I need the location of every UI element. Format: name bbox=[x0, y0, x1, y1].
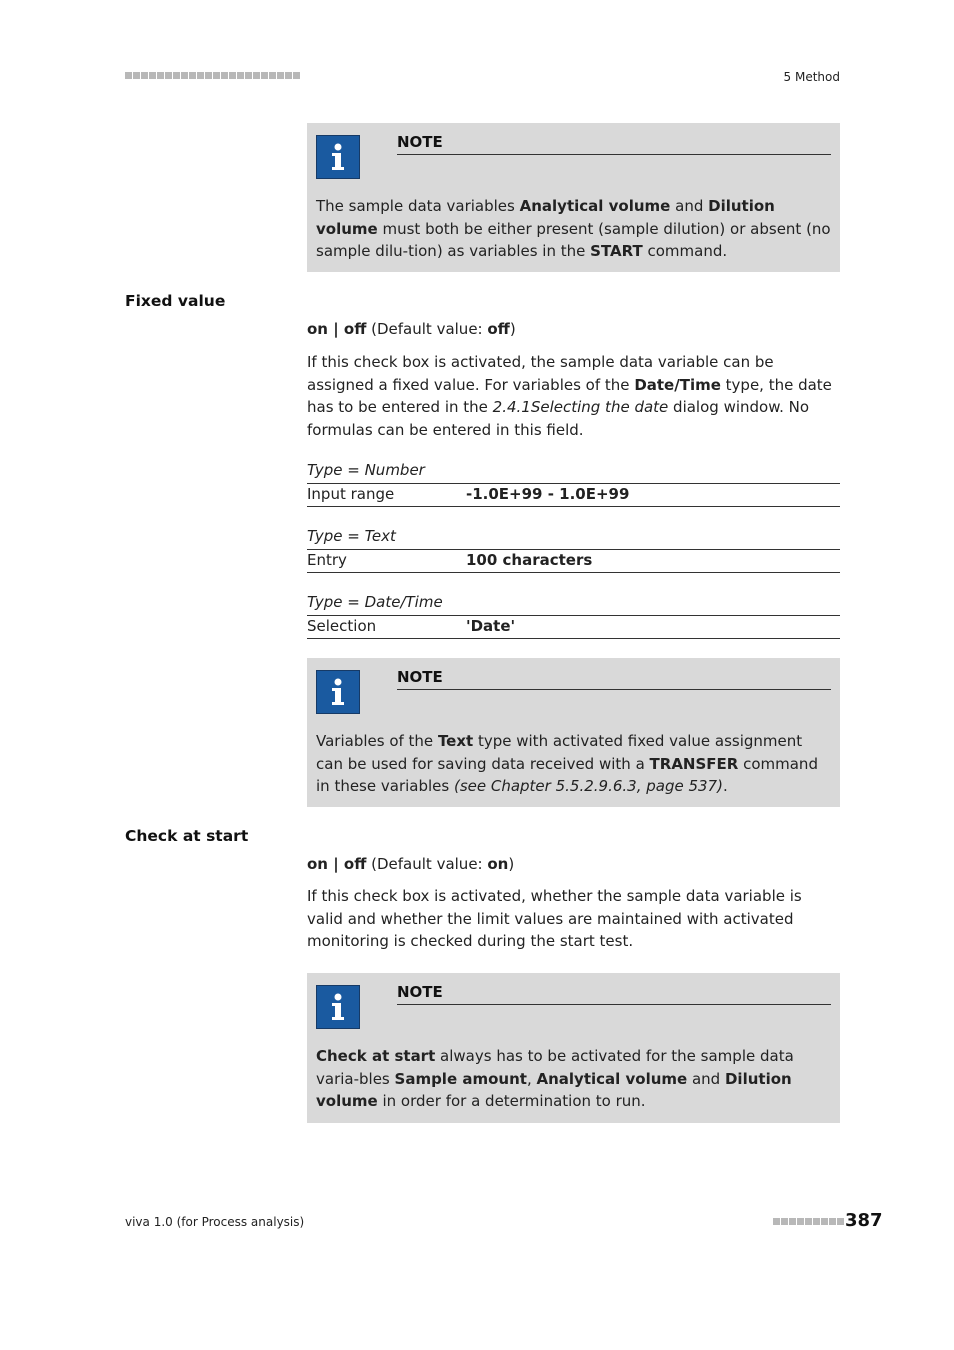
property-key: Selection bbox=[307, 617, 377, 635]
note-body: Variables of the Text type with activated fixed value assignment can be used for saving data received with a TRANSFER command in these variables (see Chapter 5.5.2.9.6.3, page 537). bbox=[316, 732, 818, 795]
header-decoration bbox=[125, 72, 300, 79]
property-row bbox=[307, 615, 840, 639]
property-key: Input range bbox=[307, 485, 395, 503]
option-values: on | off (Default value: off) bbox=[307, 320, 516, 338]
note-title: NOTE bbox=[397, 668, 831, 690]
property-value: 100 characters bbox=[466, 551, 593, 569]
footer-decoration bbox=[773, 1218, 844, 1225]
note-title: NOTE bbox=[397, 983, 831, 1005]
note-box bbox=[307, 123, 840, 272]
section-heading-check-at-start: Check at start bbox=[125, 827, 249, 845]
type-label: Type = Text bbox=[307, 527, 396, 545]
type-label: Type = Number bbox=[307, 461, 425, 479]
note-box bbox=[307, 658, 840, 807]
section-title: 5 Method bbox=[783, 70, 840, 84]
note-body: Check at start always has to be activated for the sample data varia-bles Sample amount, Analytical volume and Dilution volume in order for a determination to run. bbox=[316, 1047, 794, 1110]
property-value: 'Date' bbox=[466, 617, 516, 635]
info-icon bbox=[316, 670, 360, 714]
note-box bbox=[307, 973, 840, 1123]
page-number: 387 bbox=[845, 1210, 883, 1231]
info-icon bbox=[316, 985, 360, 1029]
footer-product: viva 1.0 (for Process analysis) bbox=[125, 1215, 305, 1229]
type-label: Type = Date/Time bbox=[307, 593, 443, 611]
property-key: Entry bbox=[307, 551, 347, 569]
description: If this check box is activated, whether the sample data variable is valid and whether the limit values are maintained with activated monitoring is checked during the start test. bbox=[307, 887, 802, 950]
note-body: The sample data variables Analytical volume and Dilution volume must both be either present (sample dilution) or absent (no sample dilu-tion) as variables in the START command. bbox=[316, 197, 831, 260]
property-value: -1.0E+99 - 1.0E+99 bbox=[466, 485, 630, 503]
property-row bbox=[307, 483, 840, 507]
section-heading-fixed-value: Fixed value bbox=[125, 292, 226, 310]
option-values: on | off (Default value: on) bbox=[307, 855, 515, 873]
description: If this check box is activated, the sample data variable can be assigned a fixed value. For variables of the Date/Time type, the date has to be entered in the 2.4.1Selecting the date dialog window. No formulas can be entered in this field. bbox=[307, 353, 832, 439]
info-icon bbox=[316, 135, 360, 179]
property-row bbox=[307, 549, 840, 573]
note-title: NOTE bbox=[397, 133, 831, 155]
